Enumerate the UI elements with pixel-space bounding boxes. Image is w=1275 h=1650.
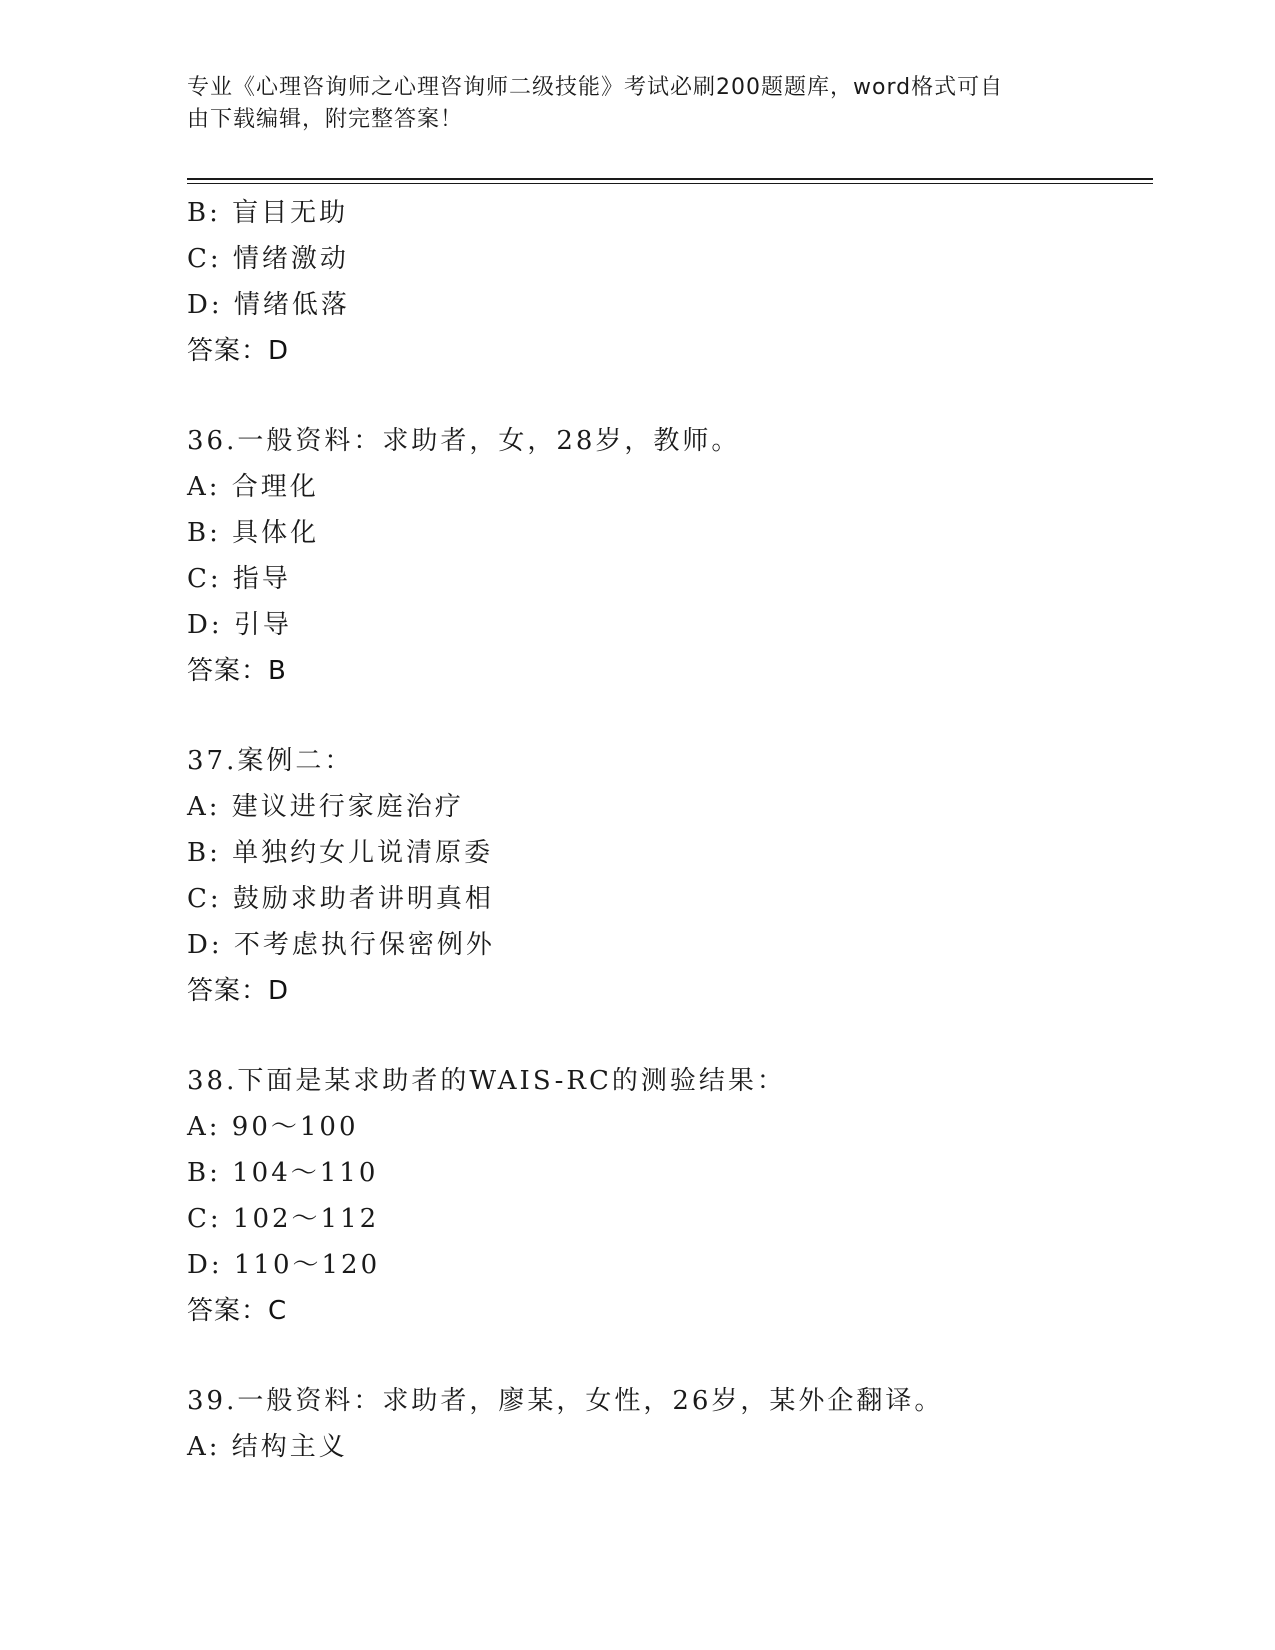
question-37 xyxy=(187,738,1153,1014)
option-c: C: 鼓励求助者讲明真相 xyxy=(187,884,494,914)
option-b: B: 盲目无助 xyxy=(187,198,349,228)
option-c: C: 102～112 xyxy=(187,1204,380,1234)
option-d: D: 引导 xyxy=(187,610,292,640)
option-d: D: 不考虑执行保密例外 xyxy=(187,930,495,960)
answer: 答案：C xyxy=(187,1296,288,1326)
option-a: A: 建议进行家庭治疗 xyxy=(187,792,464,822)
question-stem: 39.一般资料：求助者，廖某，女性，26岁，某外企翻译。 xyxy=(187,1386,944,1416)
question-38 xyxy=(187,1058,1153,1334)
header-divider-thick xyxy=(187,178,1153,180)
option-a: A: 合理化 xyxy=(187,472,319,502)
option-b: B: 具体化 xyxy=(187,518,320,548)
option-b: B: 104～110 xyxy=(187,1158,379,1188)
option-c: C: 情绪激动 xyxy=(187,244,349,274)
option-a: A: 结构主义 xyxy=(187,1432,348,1462)
question-stem: 37.案例二： xyxy=(187,746,354,776)
option-a: A: 90～100 xyxy=(187,1112,359,1142)
document-header xyxy=(187,72,1067,136)
question-36 xyxy=(187,418,1153,694)
header-divider-thin xyxy=(187,183,1153,184)
answer: 答案：D xyxy=(187,976,290,1006)
answer: 答案：D xyxy=(187,336,290,366)
option-b: B: 单独约女儿说清原委 xyxy=(187,838,494,868)
header-line-2: 由下载编辑，附完整答案！ xyxy=(187,107,464,132)
question-39 xyxy=(187,1378,1153,1470)
partial-question xyxy=(187,190,1153,374)
question-stem: 38.下面是某求助者的WAIS-RC的测验结果： xyxy=(187,1066,786,1096)
question-stem: 36.一般资料：求助者，女，28岁，教师。 xyxy=(187,426,741,456)
question-list xyxy=(187,190,1153,1470)
option-c: C: 指导 xyxy=(187,564,291,594)
header-line-1: 专业《心理咨询师之心理咨询师二级技能》考试必刷200题题库，word格式可自 xyxy=(187,75,1004,100)
option-d: D: 110～120 xyxy=(187,1250,381,1280)
answer: 答案：B xyxy=(187,656,287,686)
option-d: D: 情绪低落 xyxy=(187,290,350,320)
